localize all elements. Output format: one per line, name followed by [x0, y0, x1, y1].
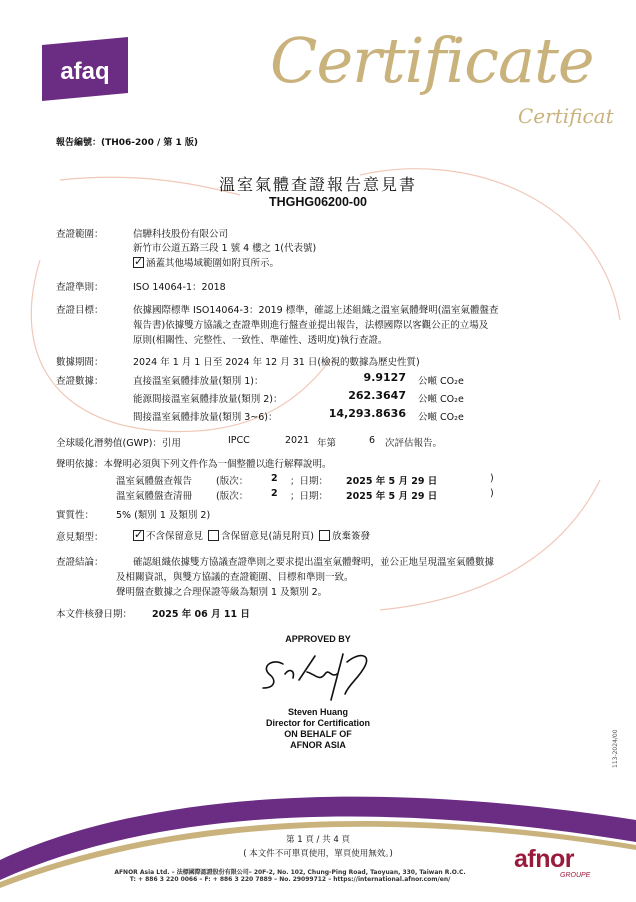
afnor-logo-text: afnor	[514, 845, 574, 873]
declaration-edition: 2	[271, 473, 278, 484]
gwp-source: IPCC	[228, 435, 250, 446]
gwp-suffix: 次評估報告。	[385, 438, 443, 449]
conclusion-line-2: 及相關資訊，與雙方協議的查證範圍、目標和準則一致。	[116, 572, 354, 583]
opinion-option-text: 含保留意見(請見附頁)	[221, 531, 314, 542]
page-indicator: 第 1 頁 / 共 4 頁	[286, 835, 350, 845]
approver-name: Steven Huang	[287, 707, 348, 717]
data-row-unit: 公噸 CO₂e	[418, 376, 464, 387]
objective-line-2: 報告書)依據雙方協議之查證準則進行盤查並提出報告，法標國際以客觀公正的立場及	[133, 320, 489, 331]
materiality-value: 5% (類別 1 及類別 2)	[116, 510, 211, 521]
declaration-close: )	[490, 488, 494, 499]
standard-value: ISO 14064-1：2018	[133, 282, 226, 293]
data-row-value: 9.9127	[363, 371, 406, 384]
opinion-checkbox-qualified	[208, 530, 219, 541]
objective-line-1: 依據國際標準 ISO14064-3：2019 標準，確認上述組織之溫室氣體聲明(溫室氣體盤查	[133, 305, 499, 316]
certificat-subtitle: Certificat	[518, 104, 614, 128]
report-number: 報告編號：(TH06-200 / 第 1 版)	[56, 138, 199, 148]
objective-label: 查證目標：	[56, 305, 104, 316]
objective-line-3: 原則(相關性、完整性、一致性、準確性、透明度)執行查證。	[133, 335, 388, 346]
declaration-edition-label: (版次：	[216, 491, 249, 502]
data-row-name: 能源間接溫室氣體排放量(類別 2)：	[133, 394, 283, 405]
gwp-year: 2021	[285, 435, 310, 446]
conclusion-line-1: 確認組織依據雙方協議查證準則之要求提出溫室氣體聲明，並公正地呈現溫室氣體數據	[133, 557, 495, 568]
opinion-option-text: 不含保留意見	[146, 531, 204, 542]
approver-behalf: ON BEHALF OF	[284, 729, 352, 739]
declaration-date: 2025 年 5 月 29 日	[346, 476, 438, 487]
side-code: 113-2024/00	[612, 729, 619, 768]
other-sites-checkbox	[133, 257, 144, 268]
certificate-title: Certificate	[270, 24, 594, 97]
data-row-unit: 公噸 CO₂e	[418, 412, 464, 423]
period-value: 2024 年 1 月 1 日至 2024 年 12 月 31 日(檢視的數據為歷史性質)	[133, 357, 420, 368]
declaration-doc-name: 溫室氣體盤查清冊	[116, 491, 193, 502]
declaration-label: 聲明依據：本聲明必須與下列文件作為一個整體以進行解釋說明。	[56, 459, 332, 470]
opinion-options	[133, 528, 370, 542]
data-row-value: 262.3647	[348, 389, 406, 402]
other-sites-text: 涵蓋其他場域範圍如附頁所示。	[146, 258, 280, 269]
page-note: ( 本文件不可單頁使用，單頁使用無效。)	[243, 849, 393, 859]
footer-address-line-1: AFNOR Asia Ltd. – 法標國際認證股份有限公司– 20F-2, No. 102, Chung-Ping Road, Taoyuan, 330, Taiwan R.O.C.	[114, 869, 466, 876]
declaration-edition-label: (版次：	[216, 476, 249, 487]
materiality-label: 實質性：	[56, 510, 95, 521]
standard-label: 查證準則：	[56, 282, 104, 293]
data-row-name: 間接溫室氣體排放量(類別 3~6)：	[133, 412, 278, 423]
opinion-option-text: 放棄簽發	[332, 531, 371, 542]
declaration-edition: 2	[271, 488, 278, 499]
approver-org: AFNOR ASIA	[290, 740, 346, 750]
document-title: 溫室氣體查證報告意見書	[218, 175, 417, 194]
declaration-doc-name: 溫室氣體盤查報告	[116, 476, 193, 487]
data-label: 查證數據：	[56, 376, 104, 387]
opinion-label: 意見類型：	[56, 532, 104, 543]
afnor-logo	[514, 846, 610, 886]
scope-other-sites	[133, 255, 279, 269]
signature	[255, 644, 385, 706]
footer-address-line-2: T: + 886 3 220 0066 – F: + 886 3 220 7889 – No. 29099712 – https://international.afnor.com/en/	[129, 876, 451, 883]
gwp-label: 全球暖化潛勢值(GWP)：引用	[56, 438, 181, 449]
declaration-date-label: ；日期：	[290, 491, 329, 502]
opinion-checkbox-unqualified	[133, 530, 144, 541]
gwp-edition: 6	[369, 435, 376, 446]
approver-position: Director for Certification	[265, 718, 370, 728]
data-row-value: 14,293.8636	[328, 407, 406, 420]
gwp-year-word: 年第	[317, 438, 337, 449]
scope-company: 信驊科技股份有限公司	[133, 229, 229, 240]
scope-label: 查證範圍：	[56, 229, 104, 240]
declaration-date: 2025 年 5 月 29 日	[346, 491, 438, 502]
afaq-logo	[42, 37, 128, 101]
afnor-logo-sub: GROUPE	[560, 872, 591, 879]
data-row-name: 直接溫室氣體排放量(類別 1)：	[133, 376, 264, 387]
opinion-checkbox-disclaimer	[319, 530, 330, 541]
declaration-date-label: ；日期：	[290, 476, 329, 487]
scope-address: 新竹市公道五路三段 1 號 4 樓之 1(代表號)	[133, 243, 317, 254]
afaq-logo-text: afaq	[60, 58, 110, 85]
period-label: 數據期間：	[56, 357, 104, 368]
declaration-close: )	[490, 473, 494, 484]
data-row-unit: 公噸 CO₂e	[418, 394, 464, 405]
issue-date-value: 2025 年 06 月 11 日	[152, 609, 250, 620]
conclusion-label: 查證結論：	[56, 557, 104, 568]
issue-date-label: 本文件核發日期：	[56, 609, 133, 620]
conclusion-line-3: 聲明盤查數據之合理保證等級為類別 1 及類別 2。	[116, 587, 328, 598]
approved-by: APPROVED BY	[285, 634, 351, 644]
document-code: THGHG06200-00	[269, 195, 367, 209]
